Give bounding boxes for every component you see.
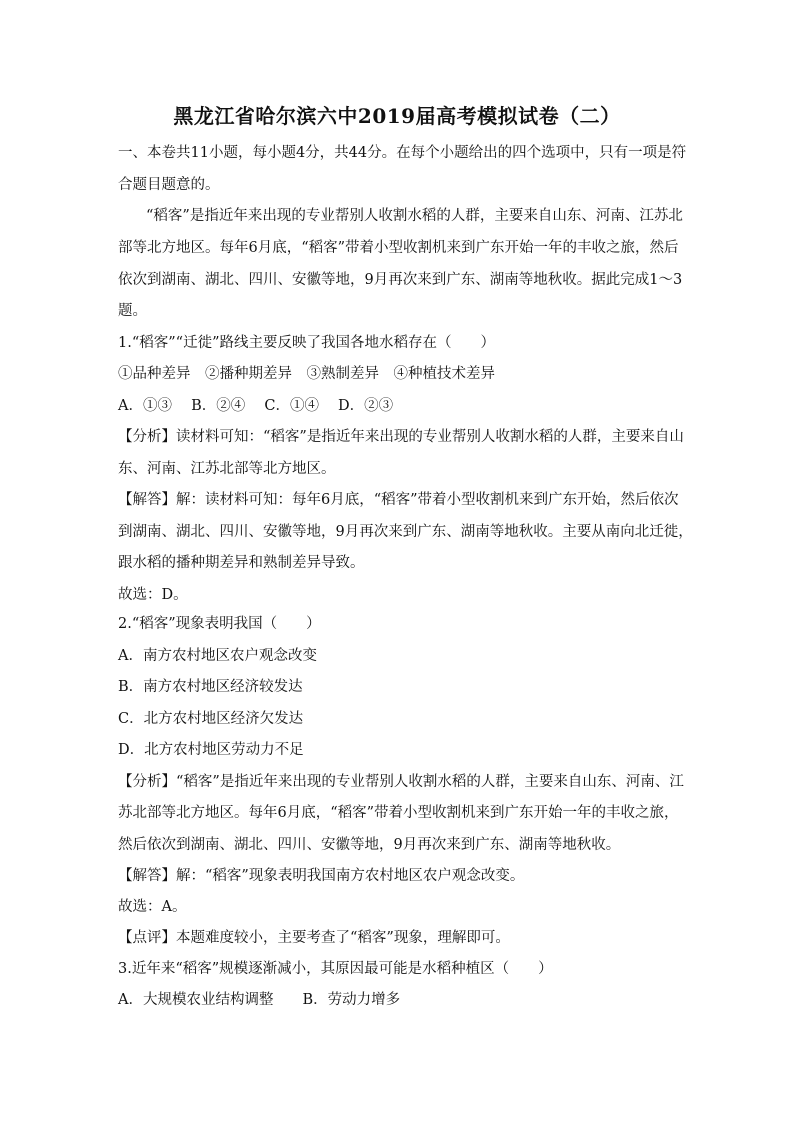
answer-1-cont: 跟水稻的播种期差异和熟制差异导致。 — [118, 555, 365, 571]
passage-line: 题。 — [118, 303, 147, 319]
question-2-option-d: D．北方农村地区劳动力不足 — [118, 742, 304, 758]
analysis-2: 【分析】“稻客”是指近年来出现的专业帮别人收割水稻的人群，主要来自山东、河南、江 — [118, 774, 684, 790]
analysis-1: 【分析】读材料可知：“稻客”是指近年来出现的专业帮别人收割水稻的人群，主要来自山 — [118, 429, 684, 445]
question-2-option-c: C．北方农村地区经济欠发达 — [118, 711, 304, 727]
passage-line: 依次到湖南、湖北、四川、安徽等地，9月再次来到广东、湖南等地秋收。据此完成1～3 — [118, 272, 683, 288]
question-3: 3.近年来“稻客”规模逐渐减小，其原因最可能是水稻种植区（ ） — [118, 961, 553, 977]
question-1-items: ①品种差异 ②播种期差异 ③熟制差异 ④种植技术差异 — [118, 366, 495, 382]
question-2-option-b: B．南方农村地区经济较发达 — [118, 679, 303, 695]
question-3-options: A．大规模农业结构调整 B．劳动力增多 — [118, 992, 401, 1008]
section-instruction-cont: 合题目题意的。 — [118, 177, 220, 193]
section-instruction: 一、本卷共11小题，每小题4分，共44分。在每个小题给出的四个选项中，只有一项是符 — [118, 145, 687, 161]
comment-2: 【点评】本题难度较小，主要考查了“稻客”现象，理解即可。 — [118, 930, 510, 946]
answer-1-cont: 到湖南、湖北、四川、安徽等地，9月再次来到广东、湖南等地秋收。主要从南向北迁徙， — [118, 524, 693, 540]
choice-2: 故选：A。 — [118, 899, 187, 915]
question-1: 1.“稻客”“迁徙”路线主要反映了我国各地水稻存在（ ） — [118, 335, 495, 351]
question-2-option-a: A．南方农村地区农户观念改变 — [118, 648, 317, 664]
choice-1: 故选：D。 — [118, 587, 188, 603]
passage-line: “稻客”是指近年来出现的专业帮别人收割水稻的人群，主要来自山东、河南、江苏北 — [146, 208, 683, 224]
question-2: 2.“稻客”现象表明我国（ ） — [118, 616, 321, 632]
answer-2: 【解答】解：“稻客”现象表明我国南方农村地区农户观念改变。 — [118, 868, 525, 884]
answer-1: 【解答】解：读材料可知：每年6月底，“稻客”带着小型收割机来到广东开始，然后依次 — [118, 492, 679, 508]
analysis-2-cont: 然后依次到湖南、湖北、四川、安徽等地，9月再次来到广东、湖南等地秋收。 — [118, 837, 621, 853]
passage-line: 部等北方地区。每年6月底，“稻客”带着小型收割机来到广东开始一年的丰收之旅，然后 — [118, 240, 679, 256]
analysis-1-cont: 东、河南、江苏北部等北方地区。 — [118, 461, 336, 477]
page-title: 黑龙江省哈尔滨六中2019届高考模拟试卷（二） — [173, 104, 621, 128]
question-1-options: A．①③ B．②④ C．①④ D．②③ — [118, 398, 394, 414]
analysis-2-cont: 苏北部等北方地区。每年6月底，“稻客”带着小型收割机来到广东开始一年的丰收之旅， — [118, 805, 679, 821]
